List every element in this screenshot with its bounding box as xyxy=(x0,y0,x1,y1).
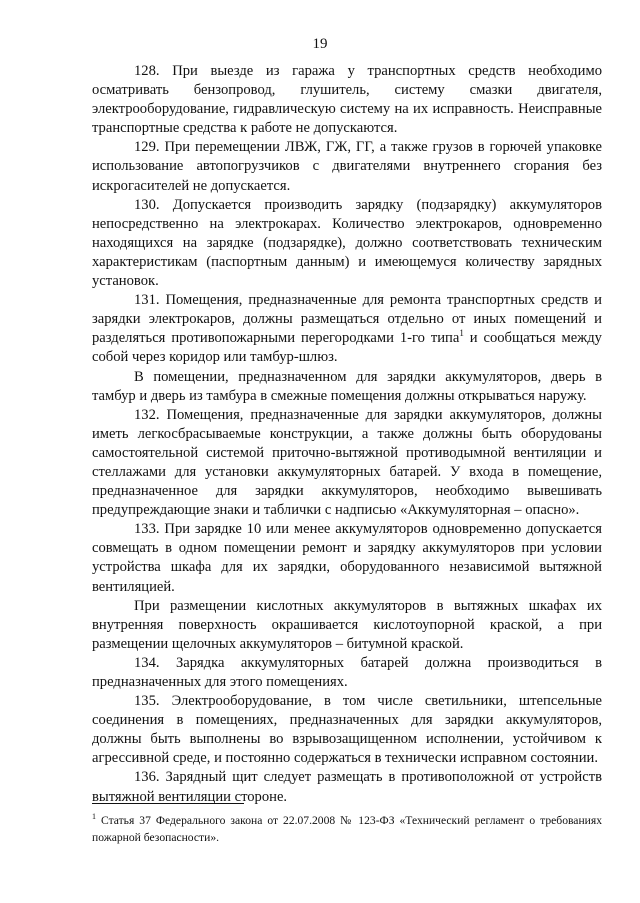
paragraph-131-text-end: и сообщаться между собой через коридор или тамбур-шлюз. xyxy=(92,330,602,366)
paragraph-132: 132. Помещения, предназначенные для зарядки аккумуляторов, должны иметь легкосбрасываемые конструкции, а также должны быть оборудованы самостоятельной системой приточно-вытяжной противодымной вентиляции и стеллажами для установки аккумуляторных батарей. У входа в помещение, предназначенное для зарядки аккумуляторов, необходимо вывешивать предупреждающие знаки и таблички с надписью «Аккумуляторная – опасно». xyxy=(92,406,602,519)
paragraph-133-cabinet-rule: При размещении кислотных аккумуляторов в вытяжных шкафах их внутренняя поверхность окрашивается кислотоупорной краской, а при размещении щелочных аккумуляторов – битумной краской. xyxy=(92,597,602,652)
paragraph-131-text: 131. Помещения, предназначенные для ремонта транспортных средств и зарядки электрокаров, должны размещаться отдельно от иных помещений и разделяться противопожарными перегородками 1-го типа xyxy=(92,292,602,347)
paragraph-135: 135. Электрооборудование, в том числе светильники, штепсельные соединения в помещениях, предназначенных для зарядки аккумуляторов, должны быть выполнены во взрывозащищенном исполнении, устойчивом к агрессивной среде, и постоянно содержаться в технически исправном состоянии. xyxy=(92,693,602,767)
paragraph-134: 134. Зарядка аккумуляторных батарей должна производиться в предназначенных для этого помещениях. xyxy=(92,654,602,690)
paragraph-131 xyxy=(92,291,602,367)
paragraph-130: 130. Допускается производить зарядку (подзарядку) аккумуляторов непосредственно на электрокарах. Количество электрокаров, одновременно находящихся на зарядке (подзарядке), должно соответствовать техническим характеристикам (паспортным данным) и имеющемуся количеству зарядных установок. xyxy=(92,196,602,290)
document-body xyxy=(92,62,602,807)
footnote-text: Статья 37 Федерального закона от 22.07.2008 № 123-ФЗ «Технический регламент о требованиях пожарной безопасности». xyxy=(92,814,602,844)
page-number: 19 xyxy=(312,36,328,52)
paragraph-136: 136. Зарядный щит следует размещать в противоположной от устройств вытяжной вентиляции стороне. xyxy=(92,769,602,805)
footnote-reference: 1 xyxy=(459,328,464,339)
paragraph-129: 129. При перемещении ЛВЖ, ГЖ, ГГ, а также грузов в горючей упаковке использование автопогрузчиков с двигателями внутреннего сгорания без искрогасителей не допускается. xyxy=(92,139,602,194)
paragraph-133: 133. При зарядке 10 или менее аккумуляторов одновременно допускается совмещать в одном помещении ремонт и зарядку аккумуляторов при условии устройства шкафа для их зарядки, оборудованного независимой вытяжной вентиляцией. xyxy=(92,521,602,595)
footnote-separator xyxy=(92,803,244,804)
paragraph-128: 128. При выезде из гаража у транспортных средств необходимо осматривать бензопровод, глушитель, систему смазки двигателя, электрооборудование, гидравлическую систему на их исправность. Неисправные транспортные средства к работе не допускаются. xyxy=(92,63,602,137)
footnote-marker: 1 xyxy=(92,812,96,821)
paragraph-131-door-rule: В помещении, предназначенном для зарядки аккумуляторов, дверь в тамбур и дверь из тамбура в смежные помещения должны открываться наружу. xyxy=(92,368,602,404)
footnote xyxy=(92,812,602,846)
